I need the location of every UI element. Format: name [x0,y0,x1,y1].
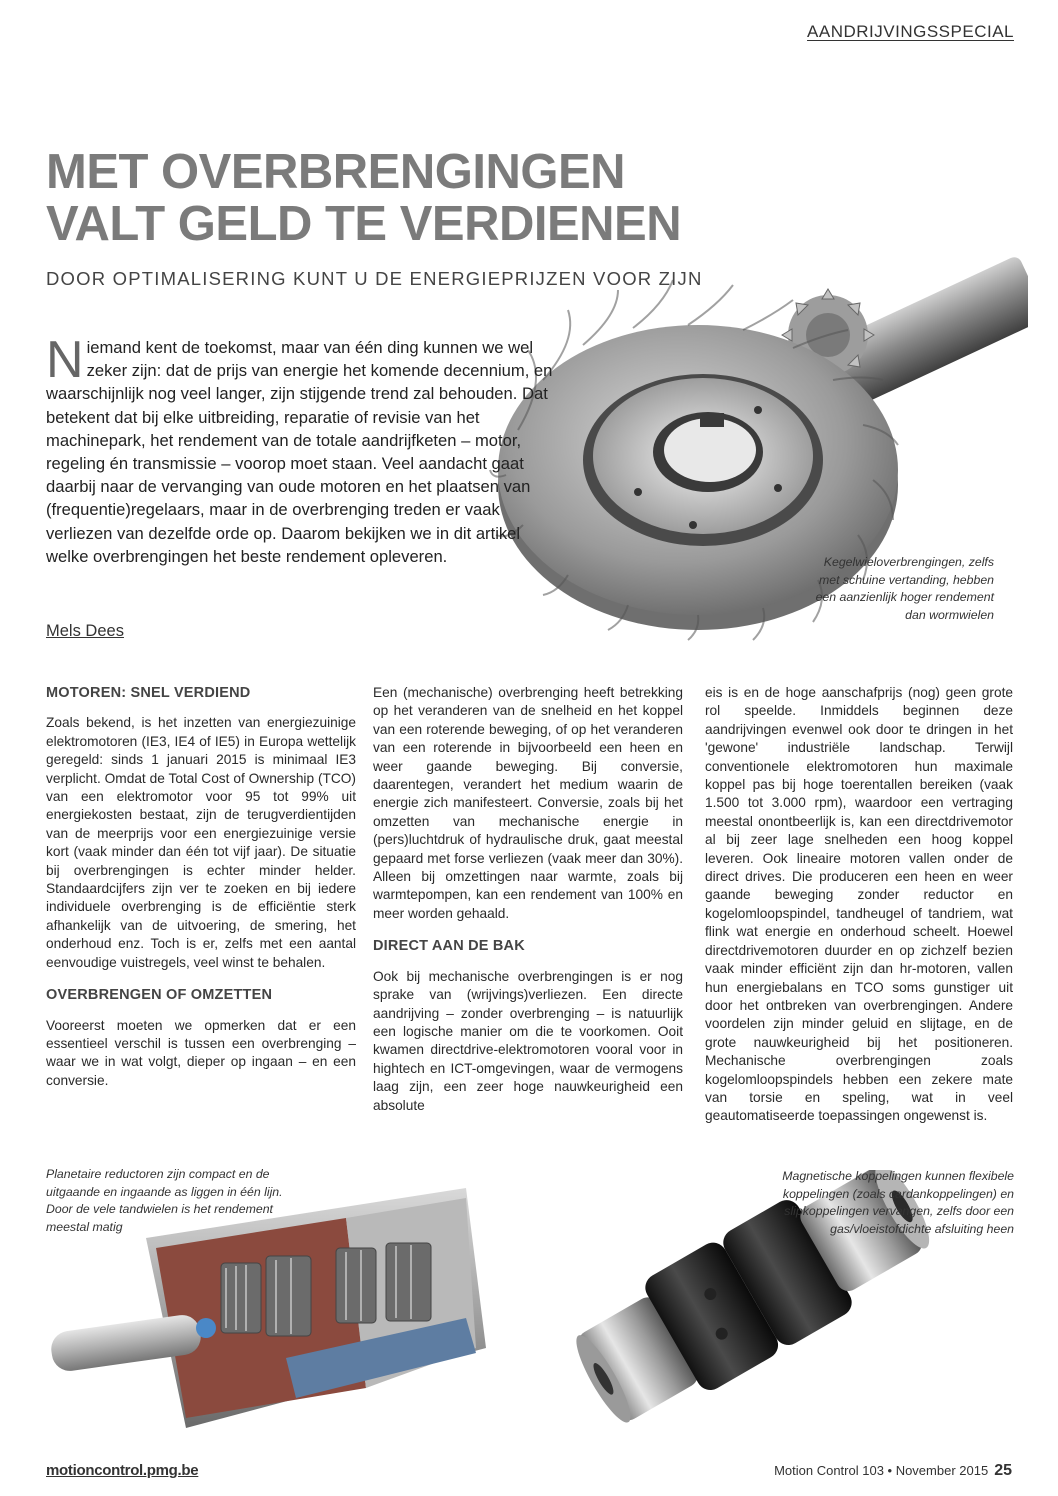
paragraph: eis is en de hoge aanschafprijs (nog) geen grote rol speelde. Inmiddels beginnen deze aandrijvingen evenwel ook door te dringen in het 'gewone' industriële landschap. Terwijl conventionele elektromotoren hun maximale koppel pas bij hoge toerentallen bereiken (vaak 1.500 tot 3.000 rpm), waardoor een vertraging meestal onontbeerlijk is, kan een directdrivemotor al bij zeer lage snelheden een hoog koppel leveren. Ook lineaire motoren vallen onder de direct drives. Die produceren een heen en weer gaande beweging zonder reductor en kogelomloopspindel, tandheugel of tandriem, wat flink wat energie en onderhoud scheelt. Hoewel directdrivemotoren duurder en op zichzelf bezien vaak minder efficiënt zijn dan hr-motoren, vallen hun energiebalans en TCO soms gunstiger uit door het ontbreken van overbrengingen. Andere voordelen zijn minder geluid en slijtage, en de grote nauwkeurigheid bij het positioneren. Mechanische overbrengingen zoals kogelomloopspindels hebben een zekere mate van torsie en speling, wat in veel geautomatiseerde toepassingen ongewenst is. [705,685,1013,1124]
paragraph: Ook bij mechanische overbrengingen is er nog sprake van (wrijvings)verliezen. Een directe aandrijving – zonder overbrenging – is natuurlijk een logische manier om die te voorkomen. Ooit kwamen directdrive-elektromotoren vooral voor in hightech en ICT-omgevingen, waar de vermogens laag zijn, een zeer hoge nauwkeurigheid een absolute [373,968,683,1113]
article-title [46,146,686,250]
section-heading-direct: DIRECT AAN DE BAK [373,938,525,955]
paragraph: Zoals bekend, is het inzetten van energiezuinige elektromotoren (IE3, IE4 of IE5) in Europa wettelijk geregeld: sinds 1 januari 2015 is minimaal IE3 verplicht. Omdat de Total Cost of Ownership (TCO) van een elektromotor voor 95 tot 99% uit energiekosten bestaat, zijn de terugverdientijden van de meerprijs voor een energiezuinige versie kort (vaak minder dan één tot vijf jaar). De situatie bij overbrengingen is echter minder helder. Standaardcijfers zijn ver te zoeken en bij iedere individuele overbrenging is de efficiëntie sterk afhankelijk van de uitvoering, de smering, het onderhoud enz. Toch is er, zelfs met een aantal eenvoudige vuistregels, veel winst te behalen. [46,715,356,970]
page-number: 25 [994,1462,1012,1479]
section-heading-overbrengen: OVERBRENGEN OF OMZETTEN [46,987,273,1004]
intro-text: iemand kent de toekomst, maar van één ding kunnen we wel zeker zijn: dat de prijs van energie het komende decennium, en waarschijnlijk nog veel langer, zijn stijgende trend zal behouden. Dat betekent dat bij elke uitbreiding, reparatie of revisie van het machinepark, het rendement van de totale aandrijfketen – motor, regeling én transmissie – voorop moet staan. Veel aandacht gaat daarbij naar de vervanging van oude motoren en het plaatsen van (frequentie)regelaars, maar in de overbrenging treden er vaak verliezen van dezelfde orde op. Daarom bekijken we in dit artikel welke overbrengingen het beste rendement opleveren. [46,338,553,566]
column-3 [705,684,1013,1140]
intro-paragraph [46,331,556,568]
author-name: Mels Dees [46,622,124,640]
footer-website-link[interactable]: motioncontrol.pmg.be [46,1462,199,1479]
title-line-2: VALT GELD TE VERDIENEN [46,197,682,251]
section-tag: AANDRIJVINGSSPECIAL [807,22,1014,41]
planetary-caption: Planetaire reductoren zijn compact en de uitgaande en ingaande as liggen in één lijn. Door de vele tandwielen is het rendement meestal matig [46,1167,283,1234]
article-subtitle: DOOR OPTIMALISERING KUNT U DE ENERGIEPRIJZEN VOOR ZIJN [46,268,703,289]
paragraph: Vooreerst moeten we opmerken dat er een essentieel verschil is tussen een overbrenging – waar we in wat volgt, dieper op ingaan – en een conversie. [46,1017,356,1088]
magnetic-caption: Magnetische koppelingen kunnen flexibele koppelingen (zoals cardankoppelingen) en slipkoppelingen vervangen, zelfs door een gas/vloeistofdichte afsluiting heen [782,1169,1014,1236]
footer-magazine-info [774,1462,1012,1480]
magazine-issue: Motion Control 103 • November 2015 [774,1463,989,1478]
title-line-1: MET OVERBRENGINGEN [46,145,626,199]
column-2 [373,684,683,1129]
drop-cap: N [46,331,84,389]
gear-caption: Kegelwieloverbrengingen, zelfs met schuine vertanding, hebben een aanzienlijk hoger rendement dan wormwielen [815,555,994,622]
section-heading-motoren: MOTOREN: SNEL VERDIEND [46,685,251,701]
column-1 [46,684,356,1104]
paragraph: Een (mechanische) overbrenging heeft betrekking op het veranderen van de snelheid en het koppel van een roterende beweging, of op het veranderen van een roterende in bijvoorbeeld een heen en weer gaande beweging. Bij conversie, daarentegen, verandert het medium waarin de energie zich manifesteert. Conversie, zoals bij het omzetten van mechanische energie in (pers)luchtdruk of hydraulische druk, gaat meestal gepaard met forse verliezen (vaak meer dan 30%). Alleen bij omzettingen naar warmte, zoals bij warmtepompen, kan een rendement van 100% en meer worden gehaald. [373,685,683,921]
